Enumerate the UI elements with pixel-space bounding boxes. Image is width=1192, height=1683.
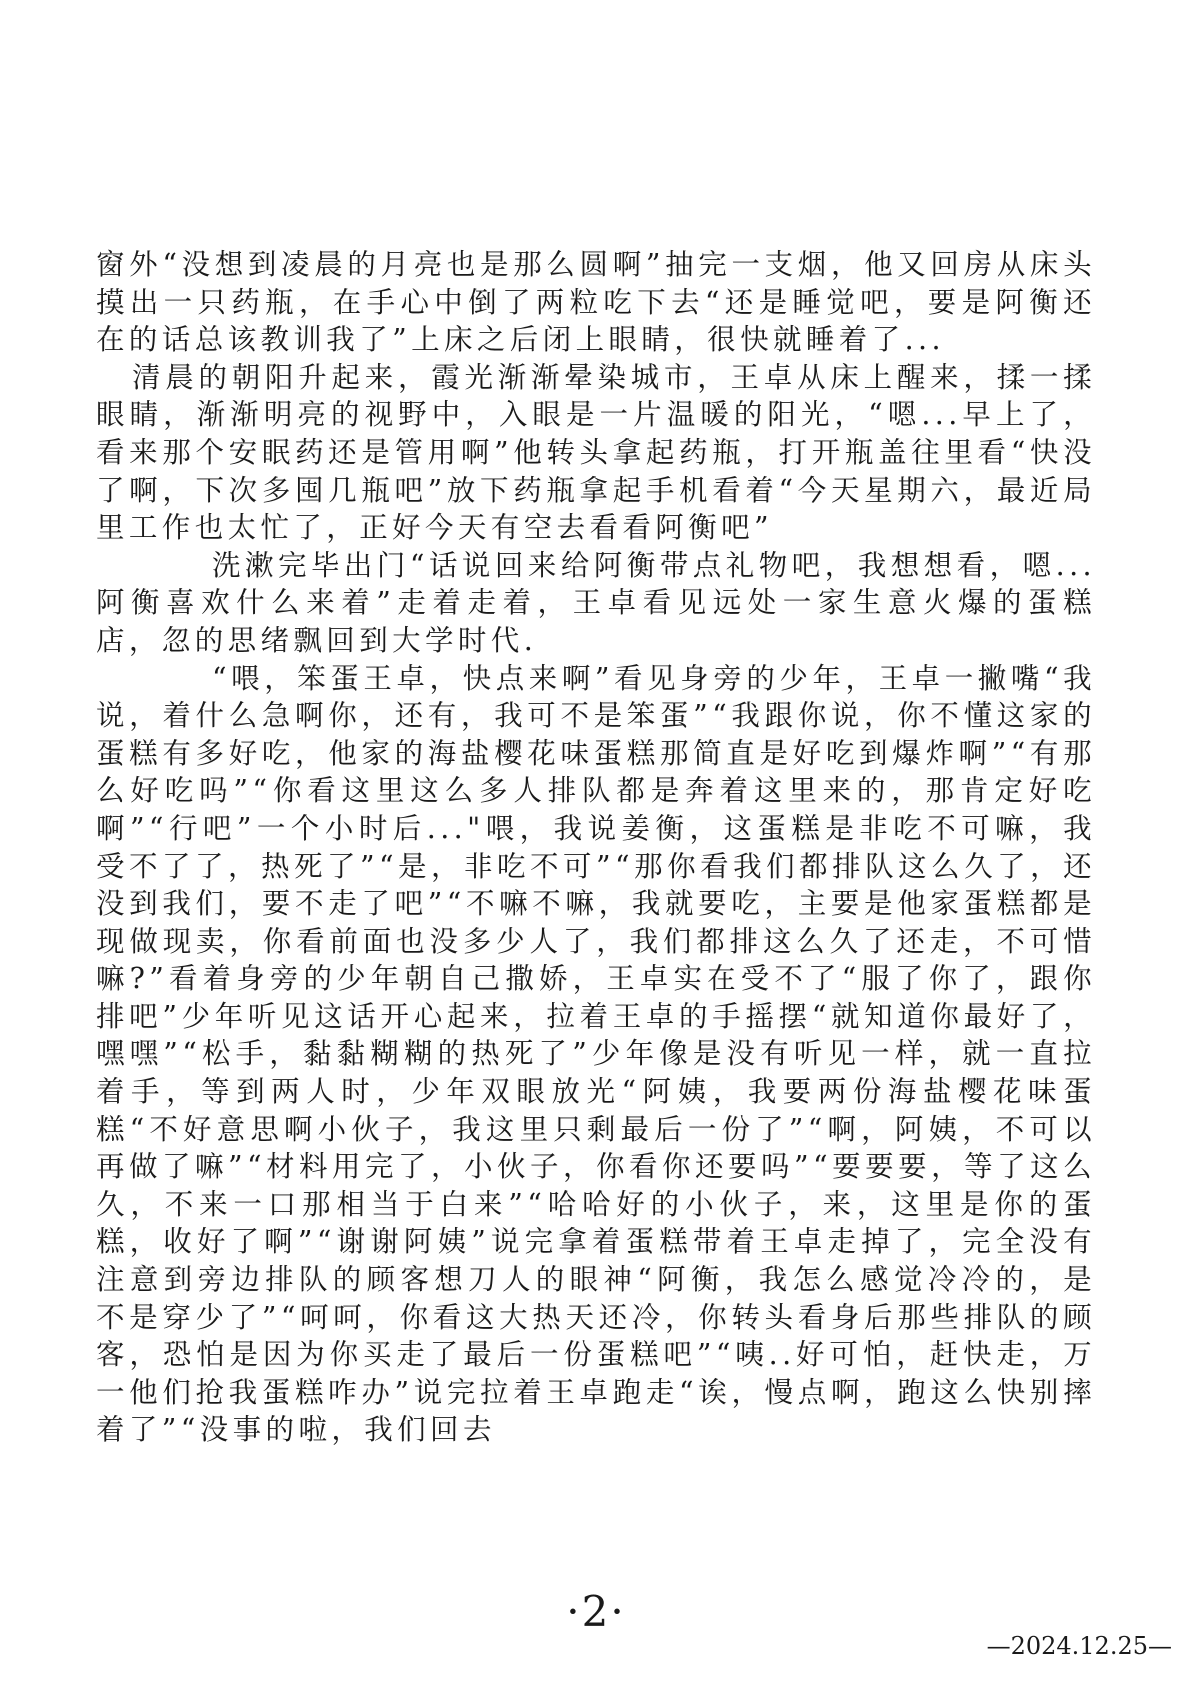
paragraph-2: 清晨的朝阳升起来，霞光渐渐晕染城市，王卓从床上醒来，揉一揉眼睛，渐渐明亮的视野中，入眼是一片温暖的阳光，“嗯...早上了，看来那个安眠药还是管用啊”他转头拿起药瓶，打开瓶盖往里看“快没了啊，下次多囤几瓶吧”放下药瓶拿起手机看着“今天星期六，最近局里工作也太忙了，正好今天有空去看看阿衡吧” [96, 360, 1096, 545]
body-text [96, 246, 1096, 1449]
paragraph-4: “喂，笨蛋王卓，快点来啊”看见身旁的少年，王卓一撇嘴“我说，着什么急啊你，还有，我可不是笨蛋”“我跟你说，你不懂这家的蛋糕有多好吃，他家的海盐樱花味蛋糕那简直是好吃到爆炸啊”“有那么好吃吗”“你看这里这么多人排队都是奔着这里来的，那肯定好吃啊”“行吧”一个小时后..."喂，我说姜衡，这蛋糕是非吃不可嘛，我受不了了，热死了”“是，非吃不可”“那你看我们都排队这么久了，还没到我们，要不走了吧”“不嘛不嘛，我就要吃，主要是他家蛋糕都是现做现卖，你看前面也没多少人了，我们都排这么久了还走，不可惜嘛?”看着身旁的少年朝自己撒娇，王卓实在受不了“服了你了，跟你排吧”少年听见这话开心起来，拉着王卓的手摇摆“就知道你最好了，嘿嘿”“松手，黏黏糊糊的热死了”少年像是没有听见一样，就一直拉着手，等到两人时，少年双眼放光“阿姨，我要两份海盐樱花味蛋糕“不好意思啊小伙子，我这里只剩最后一份了”“啊，阿姨，不可以再做了嘛”“材料用完了，小伙子，你看你还要吗”“要要要，等了这么久，不来一口那相当于白来”“哈哈好的小伙子，来，这里是你的蛋糕，收好了啊”“谢谢阿姨”说完拿着蛋糕带着王卓走掉了，完全没有注意到旁边排队的顾客想刀人的眼神“阿衡，我怎么感觉冷冷的，是不是穿少了”“呵呵，你看这大热天还冷，你转头看身后那些排队的顾客，恐怕是因为你买走了最后一份蛋糕吧”“咦..好可怕，赶快走，万一他们抢我蛋糕咋办”说完拉着王卓跑走“诶，慢点啊，跑这么快别摔着了”“没事的啦，我们回去 [96, 661, 1096, 1447]
paragraph-1: 窗外“没想到凌晨的月亮也是那么圆啊”抽完一支烟，他又回房从床头摸出一只药瓶，在手心中倒了两粒吃下去“还是睡觉吧，要是阿衡还在的话总该教训我了”上床之后闭上眼睛，很快就睡着了... [96, 248, 1096, 357]
page-number: ·2· [566, 1587, 626, 1636]
paragraph-3: 洗漱完毕出门“话说回来给阿衡带点礼物吧，我想想看，嗯...阿衡喜欢什么来着”走着走着，王卓看见远处一家生意火爆的蛋糕店，忽的思绪飘回到大学时代. [96, 548, 1096, 657]
footer-date: —2024.12.25— [986, 1632, 1172, 1660]
